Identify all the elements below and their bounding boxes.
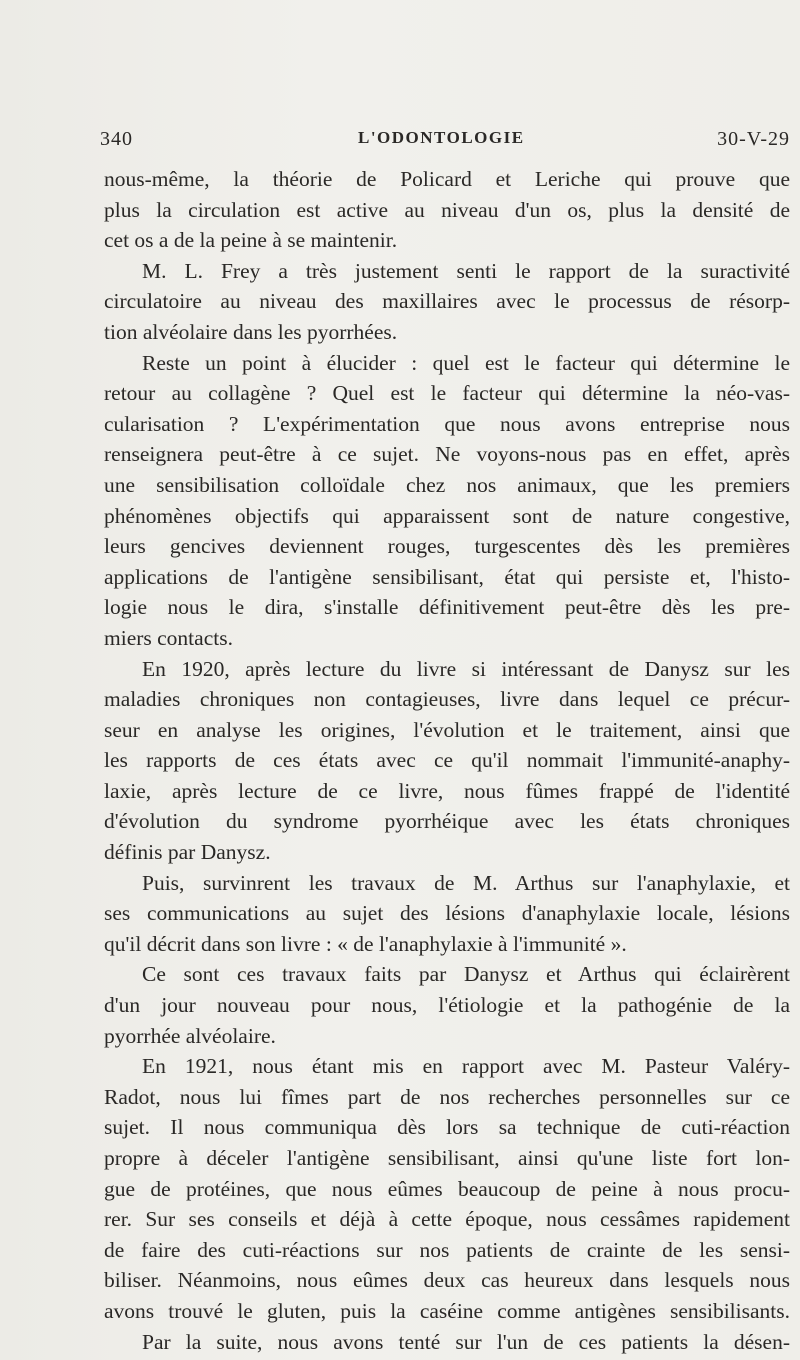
text-line: rer. Sur ses conseils et déjà à cette époque, nous cessâmes rapidement [104, 1207, 790, 1232]
page-number: 340 [100, 128, 133, 150]
body-text [104, 164, 790, 1357]
text-line: En 1920, après lecture du livre si intéressant de Danysz sur les [142, 656, 790, 681]
text-line: Reste un point à élucider : quel est le facteur qui détermine le [142, 350, 790, 375]
text-line: retour au collagène ? Quel est le facteur qui détermine la néo-vas- [104, 381, 790, 406]
text-line: biliser. Néanmoins, nous eûmes deux cas heureux dans lesquels nous [104, 1268, 790, 1293]
text-line: gue de protéines, que nous eûmes beaucoup de peine à nous procu- [104, 1176, 790, 1201]
text-line: cularisation ? L'expérimentation que nous avons entreprise nous [104, 411, 790, 436]
text-line: tion alvéolaire dans les pyorrhées. [104, 319, 398, 344]
text-line: d'évolution du syndrome pyorrhéique avec les états chroniques [104, 809, 790, 834]
text-line: seur en analyse les origines, l'évolution et le traitement, ainsi que [104, 717, 790, 742]
text-line: les rapports de ces états avec ce qu'il nommait l'immunité-anaphy- [104, 748, 790, 773]
text-line: renseignera peut-être à ce sujet. Ne voyons-nous pas en effet, après [104, 442, 790, 467]
text-line: phénomènes objectifs qui apparaissent sont de nature congestive, [104, 503, 790, 528]
text-line: Par la suite, nous avons tenté sur l'un de ces patients la désen- [142, 1329, 790, 1354]
text-line: nous-même, la théorie de Policard et Leriche qui prouve que [104, 167, 790, 191]
text-line: plus la circulation est active au niveau d'un os, plus la densité de [104, 197, 790, 222]
text-line: En 1921, nous étant mis en rapport avec M. Pasteur Valéry- [142, 1054, 790, 1079]
text-line: maladies chroniques non contagieuses, livre dans lequel ce précur- [104, 687, 790, 712]
text-line: applications de l'antigène sensibilisant, état qui persiste et, l'histo- [104, 564, 790, 589]
text-line: pyorrhée alvéolaire. [104, 1023, 276, 1048]
text-line: définis par Danysz. [104, 840, 271, 865]
text-line: d'un jour nouveau pour nous, l'étiologie et la pathogénie de la [104, 993, 790, 1018]
issue-date: 30-V-29 [717, 128, 790, 150]
text-line: Ce sont ces travaux faits par Danysz et Arthus qui éclairèrent [142, 962, 790, 987]
text-line: une sensibilisation colloïdale chez nos animaux, que les premiers [104, 472, 790, 497]
text-line: laxie, après lecture de ce livre, nous fûmes frappé de l'identité [104, 778, 790, 803]
text-line: circulatoire au niveau des maxillaires avec le processus de résorp- [104, 289, 790, 314]
text-line: qu'il décrit dans son livre : « de l'anaphylaxie à l'immunité ». [104, 931, 627, 956]
text-line: M. L. Frey a très justement senti le rapport de la suractivité [142, 258, 790, 283]
text-line: de faire des cuti-réactions sur nos patients de crainte de les sensi- [104, 1237, 790, 1262]
text-line: ses communications au sujet des lésions d'anaphylaxie locale, lésions [104, 901, 790, 926]
text-line: sujet. Il nous communiqua dès lors sa technique de cuti-réaction [104, 1115, 790, 1140]
running-title: L'ODONTOLOGIE [358, 128, 525, 147]
text-line: leurs gencives deviennent rouges, turgescentes dès les premières [104, 534, 790, 559]
text-line: logie nous le dira, s'installe définitivement peut-être dès les pre- [104, 595, 790, 620]
text-line: avons trouvé le gluten, puis la caséine comme antigènes sensibilisants. [104, 1298, 790, 1323]
text-line: Radot, nous lui fîmes part de nos recherches personnelles sur ce [104, 1084, 790, 1109]
text-line: cet os a de la peine à se maintenir. [104, 228, 398, 253]
text-line: miers contacts. [104, 625, 233, 650]
text-line: propre à déceler l'antigène sensibilisant, ainsi qu'une liste fort lon- [104, 1146, 790, 1170]
running-header [100, 128, 790, 156]
text-line: Puis, survinrent les travaux de M. Arthus sur l'anaphylaxie, et [142, 870, 790, 895]
